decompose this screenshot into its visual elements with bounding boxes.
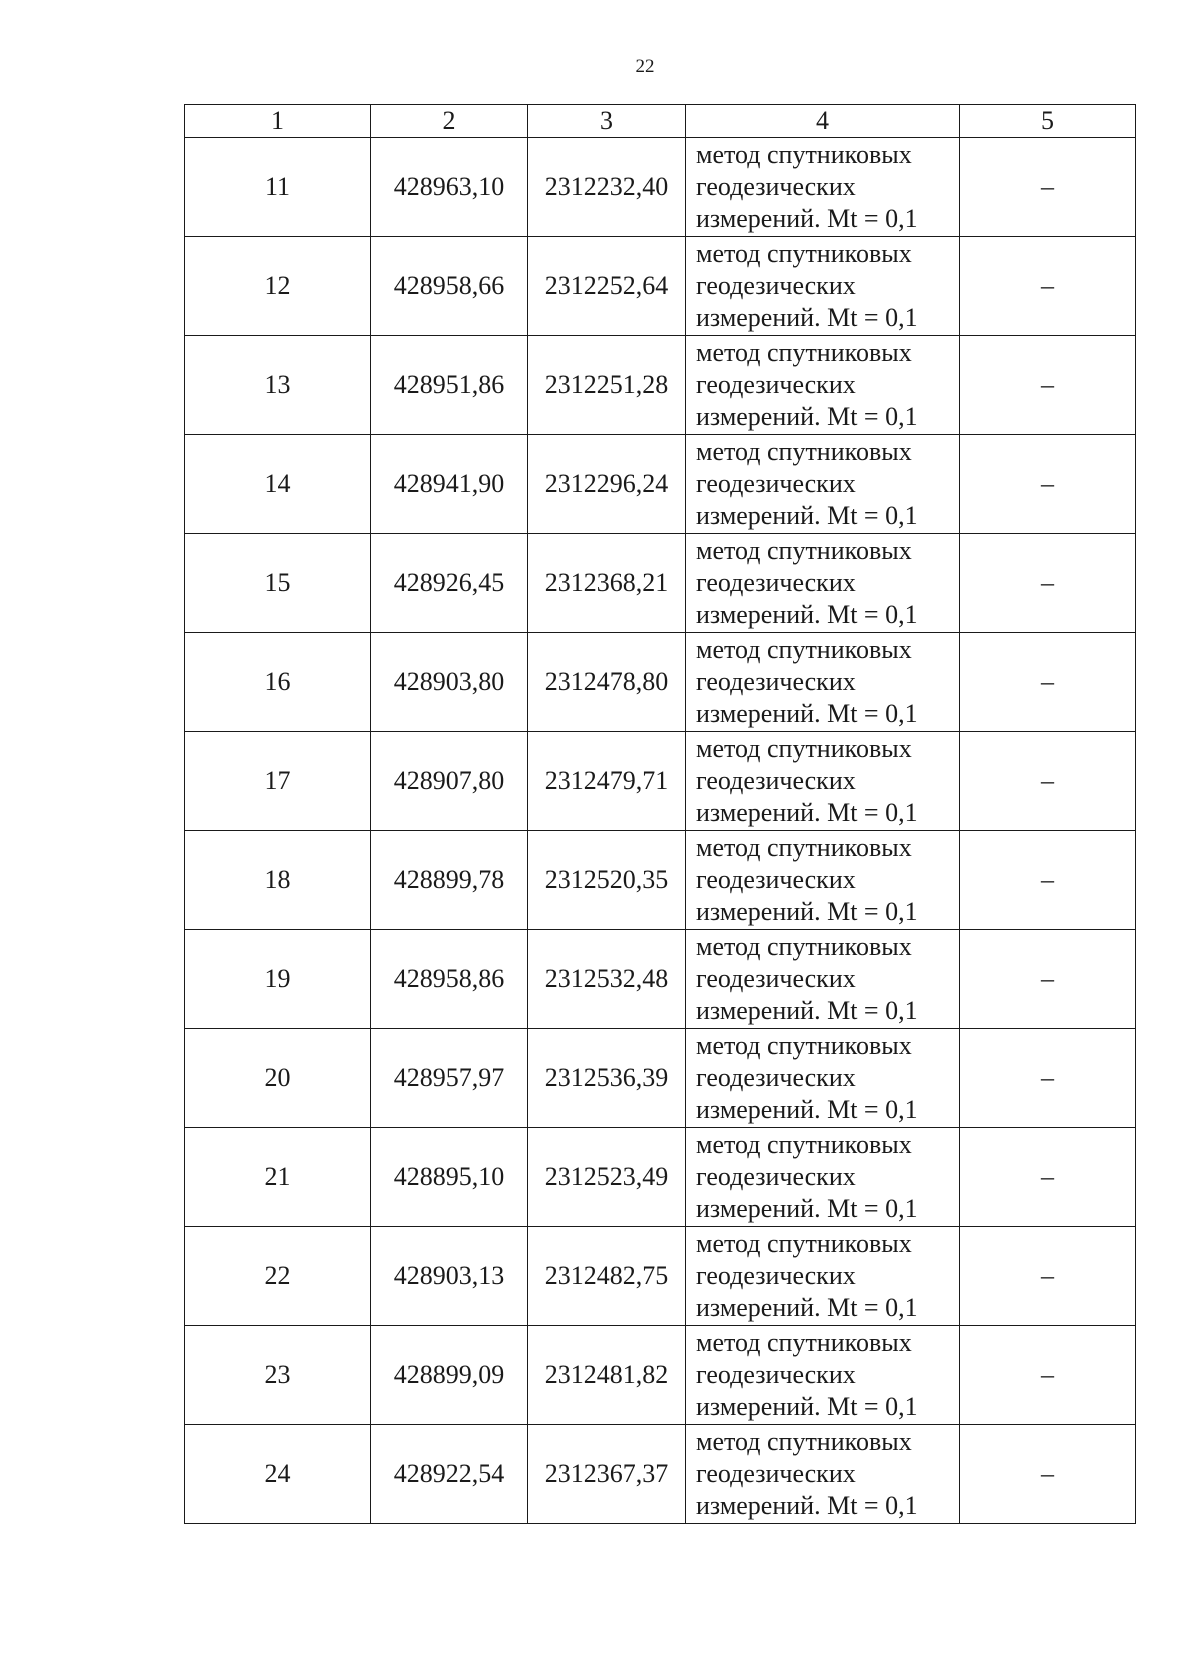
method-line: геодезических [696, 667, 856, 696]
method-line: измерений. Mt = 0,1 [696, 897, 918, 926]
note-cell: – [960, 435, 1136, 534]
y-coordinate-cell: 2312479,71 [528, 732, 686, 831]
table-row [185, 633, 1136, 732]
x-coordinate-cell: 428957,97 [371, 1029, 528, 1128]
note-cell: – [960, 732, 1136, 831]
note-cell: – [960, 930, 1136, 1029]
method-line: геодезических [696, 1162, 856, 1191]
table-row [185, 237, 1136, 336]
method-line: метод спутниковых [696, 734, 912, 763]
method-line: метод спутниковых [696, 1229, 912, 1258]
y-coordinate-cell: 2312296,24 [528, 435, 686, 534]
point-number-cell: 13 [185, 336, 371, 435]
method-line: метод спутниковых [696, 932, 912, 961]
method-line: геодезических [696, 1360, 856, 1389]
method-line: метод спутниковых [696, 437, 912, 466]
header-cell-1: 1 [185, 105, 371, 138]
method-line: метод спутниковых [696, 239, 912, 268]
note-cell: – [960, 138, 1136, 237]
note-cell: – [960, 831, 1136, 930]
table-row [185, 1227, 1136, 1326]
method-cell [686, 1326, 960, 1425]
method-line: геодезических [696, 172, 856, 201]
method-cell [686, 1425, 960, 1524]
y-coordinate-cell: 2312481,82 [528, 1326, 686, 1425]
method-line: метод спутниковых [696, 1031, 912, 1060]
method-line: измерений. Mt = 0,1 [696, 303, 918, 332]
method-cell [686, 237, 960, 336]
method-cell [686, 435, 960, 534]
table-row [185, 435, 1136, 534]
header-cell-3: 3 [528, 105, 686, 138]
method-line: геодезических [696, 370, 856, 399]
method-line: метод спутниковых [696, 833, 912, 862]
method-line: геодезических [696, 1261, 856, 1290]
method-line: измерений. Mt = 0,1 [696, 1194, 918, 1223]
header-cell-4: 4 [686, 105, 960, 138]
y-coordinate-cell: 2312251,28 [528, 336, 686, 435]
y-coordinate-cell: 2312536,39 [528, 1029, 686, 1128]
method-line: измерений. Mt = 0,1 [696, 1392, 918, 1421]
note-cell: – [960, 237, 1136, 336]
method-line: геодезических [696, 1063, 856, 1092]
point-number-cell: 18 [185, 831, 371, 930]
point-number-cell: 16 [185, 633, 371, 732]
y-coordinate-cell: 2312232,40 [528, 138, 686, 237]
method-line: метод спутниковых [696, 1130, 912, 1159]
y-coordinate-cell: 2312368,21 [528, 534, 686, 633]
table-row [185, 732, 1136, 831]
x-coordinate-cell: 428899,09 [371, 1326, 528, 1425]
note-cell: – [960, 1029, 1136, 1128]
method-line: геодезических [696, 865, 856, 894]
method-cell [686, 336, 960, 435]
y-coordinate-cell: 2312532,48 [528, 930, 686, 1029]
y-coordinate-cell: 2312252,64 [528, 237, 686, 336]
point-number-cell: 23 [185, 1326, 371, 1425]
method-line: измерений. Mt = 0,1 [696, 1095, 918, 1124]
point-number-cell: 14 [185, 435, 371, 534]
method-line: геодезических [696, 469, 856, 498]
method-line: измерений. Mt = 0,1 [696, 600, 918, 629]
x-coordinate-cell: 428907,80 [371, 732, 528, 831]
note-cell: – [960, 633, 1136, 732]
method-line: метод спутниковых [696, 1328, 912, 1357]
point-number-cell: 19 [185, 930, 371, 1029]
method-cell [686, 534, 960, 633]
table-header [185, 105, 1136, 138]
method-line: геодезических [696, 964, 856, 993]
table-row [185, 831, 1136, 930]
header-row [185, 105, 1136, 138]
method-cell [686, 831, 960, 930]
coordinates-table [184, 104, 1136, 1524]
point-number-cell: 24 [185, 1425, 371, 1524]
method-cell [686, 1227, 960, 1326]
x-coordinate-cell: 428903,80 [371, 633, 528, 732]
method-line: геодезических [696, 1459, 856, 1488]
point-number-cell: 20 [185, 1029, 371, 1128]
y-coordinate-cell: 2312523,49 [528, 1128, 686, 1227]
x-coordinate-cell: 428963,10 [371, 138, 528, 237]
method-cell [686, 633, 960, 732]
table-row [185, 1128, 1136, 1227]
method-line: измерений. Mt = 0,1 [696, 1293, 918, 1322]
method-line: метод спутниковых [696, 338, 912, 367]
x-coordinate-cell: 428958,66 [371, 237, 528, 336]
y-coordinate-cell: 2312520,35 [528, 831, 686, 930]
method-line: измерений. Mt = 0,1 [696, 1491, 918, 1520]
x-coordinate-cell: 428941,90 [371, 435, 528, 534]
point-number-cell: 11 [185, 138, 371, 237]
point-number-cell: 15 [185, 534, 371, 633]
method-line: измерений. Mt = 0,1 [696, 996, 918, 1025]
note-cell: – [960, 1425, 1136, 1524]
note-cell: – [960, 1326, 1136, 1425]
method-line: метод спутниковых [696, 1427, 912, 1456]
method-cell [686, 1029, 960, 1128]
x-coordinate-cell: 428895,10 [371, 1128, 528, 1227]
method-cell [686, 930, 960, 1029]
note-cell: – [960, 336, 1136, 435]
method-line: геодезических [696, 271, 856, 300]
note-cell: – [960, 1227, 1136, 1326]
method-line: измерений. Mt = 0,1 [696, 204, 918, 233]
y-coordinate-cell: 2312478,80 [528, 633, 686, 732]
x-coordinate-cell: 428951,86 [371, 336, 528, 435]
method-line: измерений. Mt = 0,1 [696, 402, 918, 431]
method-line: метод спутниковых [696, 140, 912, 169]
table-row [185, 138, 1136, 237]
method-cell [686, 138, 960, 237]
method-line: геодезических [696, 766, 856, 795]
table-row [185, 930, 1136, 1029]
table-row [185, 1326, 1136, 1425]
x-coordinate-cell: 428899,78 [371, 831, 528, 930]
point-number-cell: 17 [185, 732, 371, 831]
y-coordinate-cell: 2312367,37 [528, 1425, 686, 1524]
table-row [185, 1425, 1136, 1524]
method-line: метод спутниковых [696, 536, 912, 565]
table-row [185, 336, 1136, 435]
table-body [185, 138, 1136, 1524]
header-cell-2: 2 [371, 105, 528, 138]
y-coordinate-cell: 2312482,75 [528, 1227, 686, 1326]
method-cell [686, 732, 960, 831]
method-cell [686, 1128, 960, 1227]
point-number-cell: 12 [185, 237, 371, 336]
x-coordinate-cell: 428926,45 [371, 534, 528, 633]
method-line: метод спутниковых [696, 635, 912, 664]
table-row [185, 1029, 1136, 1128]
method-line: измерений. Mt = 0,1 [696, 501, 918, 530]
note-cell: – [960, 534, 1136, 633]
point-number-cell: 22 [185, 1227, 371, 1326]
x-coordinate-cell: 428958,86 [371, 930, 528, 1029]
x-coordinate-cell: 428903,13 [371, 1227, 528, 1326]
table-row [185, 534, 1136, 633]
note-cell: – [960, 1128, 1136, 1227]
header-cell-5: 5 [960, 105, 1136, 138]
method-line: измерений. Mt = 0,1 [696, 798, 918, 827]
method-line: геодезических [696, 568, 856, 597]
point-number-cell: 21 [185, 1128, 371, 1227]
page-number: 22 [635, 56, 655, 77]
x-coordinate-cell: 428922,54 [371, 1425, 528, 1524]
method-line: измерений. Mt = 0,1 [696, 699, 918, 728]
